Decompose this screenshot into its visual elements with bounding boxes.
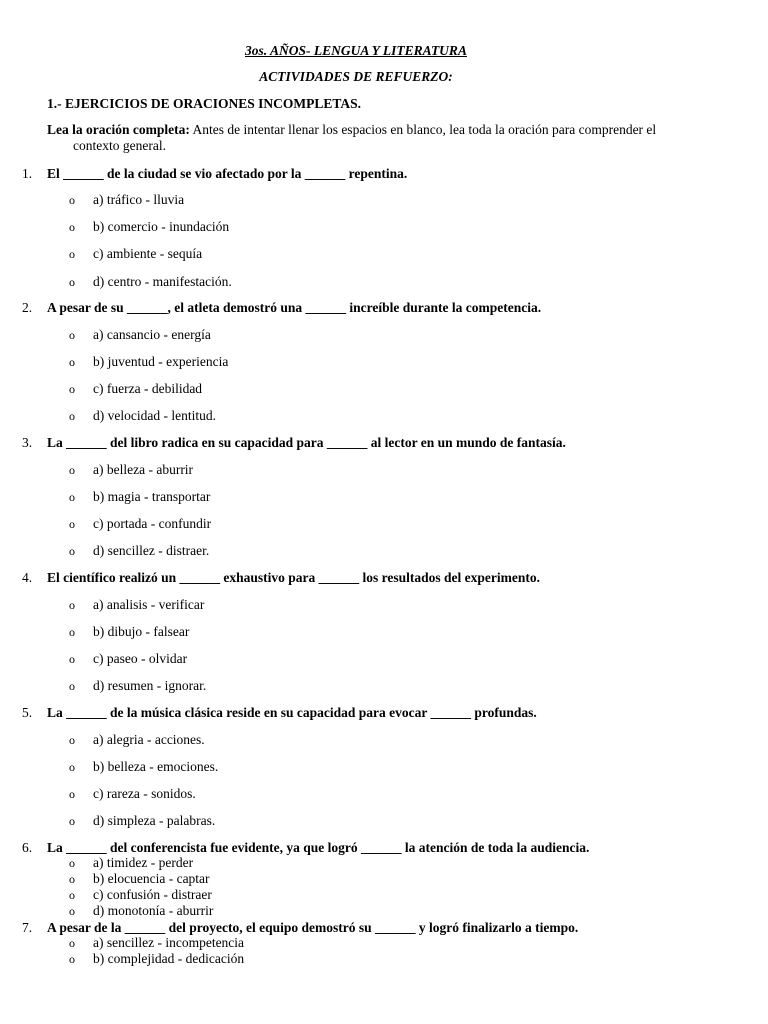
document-subtitle: ACTIVIDADES DE REFUERZO: <box>259 69 453 84</box>
bullet-icon: o <box>69 544 75 558</box>
answer-option: a) alegria - acciones. <box>93 732 205 747</box>
bullet-icon: o <box>69 904 75 918</box>
question-number: 7. <box>22 920 33 935</box>
answer-option: a) cansancio - energía <box>93 327 211 342</box>
question-number: 6. <box>22 840 33 855</box>
bullet-icon: o <box>69 463 75 477</box>
answer-option: a) timidez - perder <box>93 855 194 870</box>
bullet-icon: o <box>69 787 75 801</box>
bullet-icon: o <box>69 952 75 966</box>
bullet-icon: o <box>69 652 75 666</box>
question-number: 5. <box>22 705 33 720</box>
bullet-icon: o <box>69 872 75 886</box>
bullet-icon: o <box>69 247 75 261</box>
answer-option: d) simpleza - palabras. <box>93 813 216 828</box>
answer-option: d) centro - manifestación. <box>93 274 232 289</box>
question-text: El científico realizó un ______ exhaustivo para ______ los resultados del experimento. <box>47 570 540 585</box>
answer-option: d) monotonía - aburrir <box>93 903 214 918</box>
instructions-text: Antes de intentar llenar los espacios en blanco, lea toda la oración para comprender el <box>189 122 657 137</box>
answer-option: b) complejidad - dedicación <box>93 951 245 966</box>
bullet-icon: o <box>69 517 75 531</box>
bullet-icon: o <box>69 409 75 423</box>
bullet-icon: o <box>69 382 75 396</box>
bullet-icon: o <box>69 328 75 342</box>
question-text: La ______ del libro radica en su capacidad para ______ al lector en un mundo de fantasía. <box>47 435 566 450</box>
answer-option: a) tráfico - lluvia <box>93 192 185 207</box>
answer-option: c) paseo - olvidar <box>93 651 188 666</box>
answer-option: b) belleza - emociones. <box>93 759 219 774</box>
bullet-icon: o <box>69 856 75 870</box>
answer-option: a) sencillez - incompetencia <box>93 935 245 950</box>
bullet-icon: o <box>69 193 75 207</box>
bullet-icon: o <box>69 275 75 289</box>
answer-option: c) fuerza - debilidad <box>93 381 203 396</box>
answer-option: b) dibujo - falsear <box>93 624 190 639</box>
bullet-icon: o <box>69 598 75 612</box>
answer-option: d) velocidad - lentitud. <box>93 408 216 423</box>
question-text: A pesar de su ______, el atleta demostró una ______ increíble durante la competencia. <box>47 300 542 315</box>
answer-option: d) resumen - ignorar. <box>93 678 207 693</box>
bullet-icon: o <box>69 355 75 369</box>
document-title: 3os. AÑOS- LENGUA Y LITERATURA <box>245 43 467 58</box>
answer-option: a) analisis - verificar <box>93 597 205 612</box>
instructions-paragraph <box>47 122 707 154</box>
question-number: 2. <box>22 300 33 315</box>
bullet-icon: o <box>69 490 75 504</box>
question-number: 1. <box>22 166 33 181</box>
question-text: El ______ de la ciudad se vio afectado por la ______ repentina. <box>47 166 408 181</box>
bullet-icon: o <box>69 625 75 639</box>
question-text: La ______ del conferencista fue evidente, ya que logró ______ la atención de toda la audiencia. <box>47 840 590 855</box>
answer-option: b) comercio - inundación <box>93 219 230 234</box>
question-number: 4. <box>22 570 33 585</box>
section-title: 1.- EJERCICIOS DE ORACIONES INCOMPLETAS. <box>47 96 362 111</box>
instructions-text-continued: contexto general. <box>73 138 166 153</box>
bullet-icon: o <box>69 814 75 828</box>
answer-option: c) rareza - sonidos. <box>93 786 196 801</box>
answer-option: a) belleza - aburrir <box>93 462 194 477</box>
answer-option: c) confusión - distraer <box>93 887 212 902</box>
bullet-icon: o <box>69 733 75 747</box>
answer-option: b) magia - transportar <box>93 489 211 504</box>
answer-option: b) juventud - experiencia <box>93 354 229 369</box>
bullet-icon: o <box>69 888 75 902</box>
bullet-icon: o <box>69 936 75 950</box>
answer-option: b) elocuencia - captar <box>93 871 210 886</box>
bullet-icon: o <box>69 760 75 774</box>
bullet-icon: o <box>69 220 75 234</box>
question-text: A pesar de la ______ del proyecto, el equipo demostró su ______ y logró finalizarlo a tiempo. <box>47 920 579 935</box>
question-number: 3. <box>22 435 33 450</box>
answer-option: c) portada - confundir <box>93 516 212 531</box>
question-text: La ______ de la música clásica reside en su capacidad para evocar ______ profundas. <box>47 705 537 720</box>
answer-option: c) ambiente - sequía <box>93 246 203 261</box>
instructions-label: Lea la oración completa: <box>47 122 190 137</box>
bullet-icon: o <box>69 679 75 693</box>
answer-option: d) sencillez - distraer. <box>93 543 210 558</box>
